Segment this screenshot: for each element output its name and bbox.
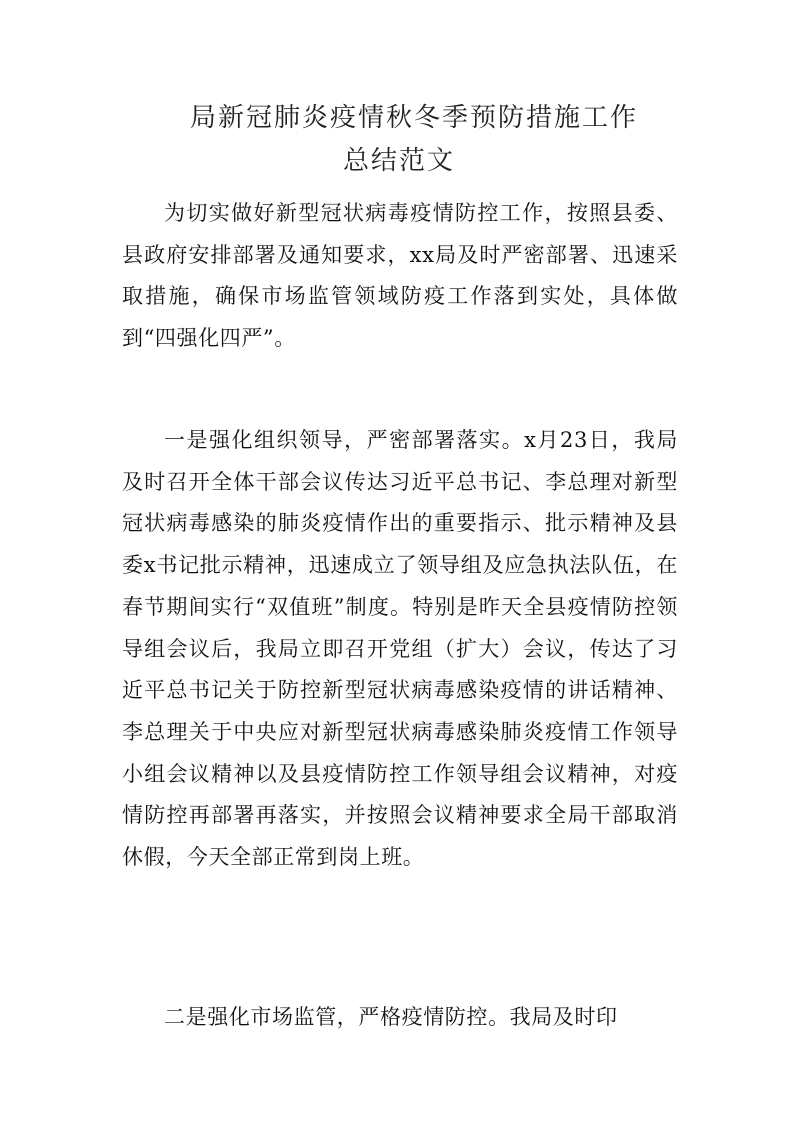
paragraph-intro: 为切实做好新型冠状病毒疫情防控工作，按照县委、县政府安排部署及通知要求，xx局及时严密部署、迅速采取措施，确保市场监管领域防疫工作落到实处，具体做到“四强化四严”。: [122, 201, 678, 351]
paragraph-organization-leadership: 一是强化组织领导，严密部署落实。x月23日，我局及时召开全体干部会议传达习近平总书记、李总理对新型冠状病毒感染的肺炎疫情作出的重要指示、批示精神及县委x书记批示精神，迅速成立了领导组及应急执法队伍，在春节期间实行“双值班”制度。特别是昨天全县疫情防控领导组会议后，我局立即召开党组（扩大）会议，传达了习近平总书记关于防控新型冠状病毒感染疫情的讲话精神、李总理关于中央应对新型冠状病毒感染肺炎疫情工作领导小组会议精神以及县疫情防控工作领导组会议精神，对疫情防控再部署再落实，并按照会议精神要求全局干部取消休假，今天全部正常到岗上班。: [122, 428, 678, 870]
document-title-line-1: 局新冠肺炎疫情秋冬季预防措施工作: [190, 103, 639, 133]
paragraph-market-supervision: 二是强化市场监管，严格疫情防控。我局及时印: [164, 1005, 618, 1029]
document-title-line-2: 总结范文: [343, 146, 456, 176]
